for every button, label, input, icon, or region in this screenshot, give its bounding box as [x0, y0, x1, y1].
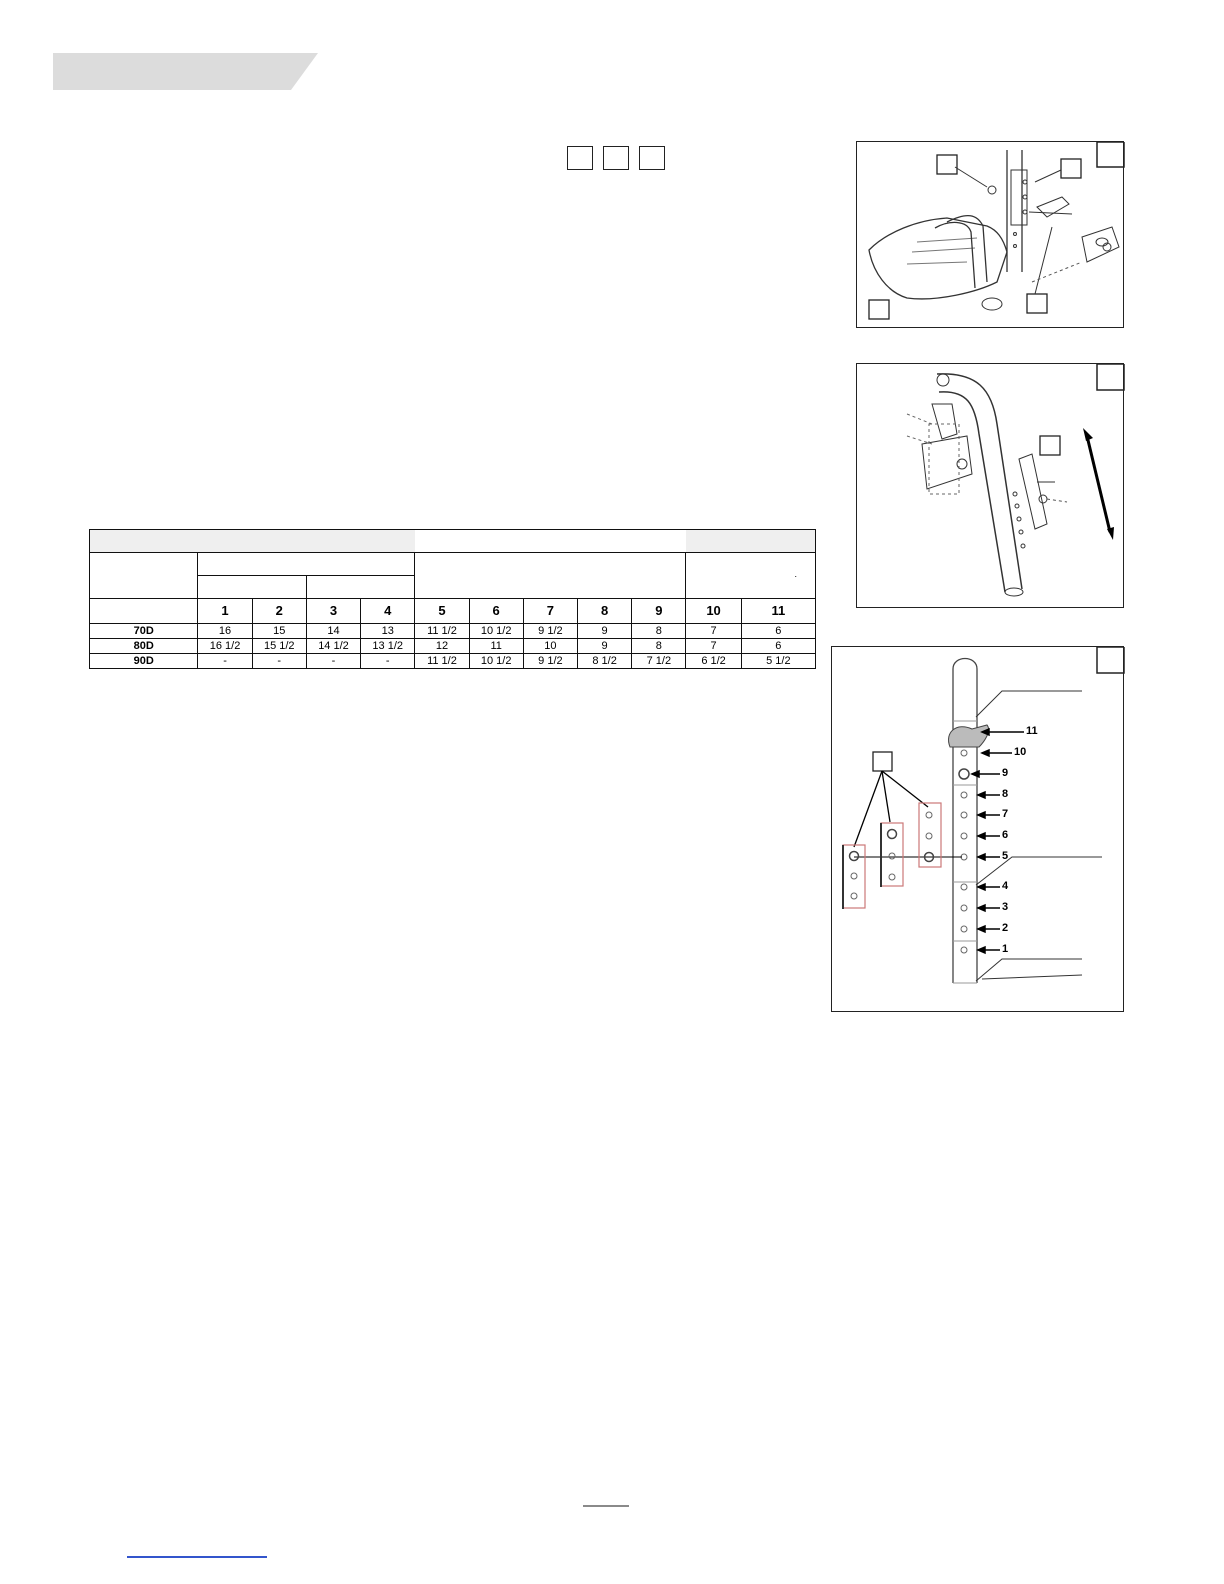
table-cell: 6 1/2	[686, 654, 741, 669]
position-number: 4	[361, 599, 415, 624]
position-number: 6	[469, 599, 523, 624]
table-cell: 8	[632, 624, 686, 639]
position-number: 1	[198, 599, 252, 624]
hole-label-2: 2	[1002, 922, 1009, 934]
table-cell: 6	[741, 624, 815, 639]
table-subgroup-header-2	[306, 576, 414, 599]
footrest-height-table	[89, 529, 816, 669]
hole-label-6: 6	[1002, 829, 1009, 841]
hole-label-7: 7	[1002, 808, 1009, 820]
table-title-band	[90, 530, 816, 553]
table-cell: 5 1/2	[741, 654, 815, 669]
row-label: 70D	[90, 624, 198, 639]
table-cell: -	[252, 654, 306, 669]
hole-label-4: 4	[1002, 880, 1009, 892]
table-cell: 10	[523, 639, 577, 654]
table-cell: 16	[198, 624, 252, 639]
table-cell: 11	[469, 639, 523, 654]
table-subgroup-header-1	[198, 576, 306, 599]
hole-label-1: 1	[1002, 943, 1009, 955]
position-number: 9	[632, 599, 686, 624]
table-cell: 12	[415, 639, 469, 654]
hole-label-10: 10	[1014, 746, 1027, 758]
hole-label-3: 3	[1002, 901, 1009, 913]
table-cell: 14 1/2	[306, 639, 360, 654]
hole-label-11: 11	[1026, 725, 1038, 737]
row-label: 90D	[90, 654, 198, 669]
table-cell: 14	[306, 624, 360, 639]
position-number: 2	[252, 599, 306, 624]
position-number: 5	[415, 599, 469, 624]
figure-footplate-assembly	[856, 141, 1124, 328]
position-number: 10	[686, 599, 741, 624]
footplate-illustration	[857, 142, 1125, 329]
table-cell: -	[361, 654, 415, 669]
table-cell: 6	[741, 639, 815, 654]
position-number: 8	[578, 599, 632, 624]
page-number-rule	[583, 1505, 629, 1507]
hole-label-5: 5	[1002, 850, 1009, 862]
table-cell: 15	[252, 624, 306, 639]
callout-box-1	[567, 146, 593, 170]
table-cell: 9 1/2	[523, 624, 577, 639]
table-cell: 8	[632, 639, 686, 654]
table-row	[90, 624, 816, 639]
table-row	[90, 639, 816, 654]
table-cell: 13 1/2	[361, 639, 415, 654]
table-cell: 9	[578, 639, 632, 654]
table-cell: 15 1/2	[252, 639, 306, 654]
hanger-illustration	[857, 364, 1125, 609]
callout-box-3	[639, 146, 665, 170]
table-cell: 10 1/2	[469, 654, 523, 669]
position-number: 11	[741, 599, 815, 624]
table-cell: 7 1/2	[632, 654, 686, 669]
table-cell: -	[198, 654, 252, 669]
table-position-number-row	[90, 599, 816, 624]
table-cell: 16 1/2	[198, 639, 252, 654]
table-header-row-1	[90, 553, 816, 576]
table-row	[90, 654, 816, 669]
callout-box-2	[603, 146, 629, 170]
table-cell: 7	[686, 639, 741, 654]
table-group-header-3: .	[686, 553, 816, 599]
table-corner-cell	[90, 553, 198, 599]
table-cell: -	[306, 654, 360, 669]
footer-link-underline[interactable]	[127, 1556, 267, 1558]
hole-label-8: 8	[1002, 788, 1009, 800]
table-group-header-1	[198, 553, 415, 576]
table-cell: 11 1/2	[415, 624, 469, 639]
section-header-tab	[53, 53, 318, 90]
table-cell: 11 1/2	[415, 654, 469, 669]
figure-hole-positions	[831, 646, 1124, 1012]
table-cell: 9	[578, 624, 632, 639]
table-cell: 13	[361, 624, 415, 639]
hole-label-9: 9	[1002, 767, 1009, 779]
row-label: 80D	[90, 639, 198, 654]
position-number: 3	[306, 599, 360, 624]
table-cell: 10 1/2	[469, 624, 523, 639]
table-cell: 7	[686, 624, 741, 639]
hole-position-illustration	[832, 647, 1125, 1013]
table-cell: 8 1/2	[578, 654, 632, 669]
table-group-header-2	[415, 553, 686, 599]
table-cell: 9 1/2	[523, 654, 577, 669]
position-number: 7	[523, 599, 577, 624]
figure-hanger-adjustment	[856, 363, 1124, 608]
